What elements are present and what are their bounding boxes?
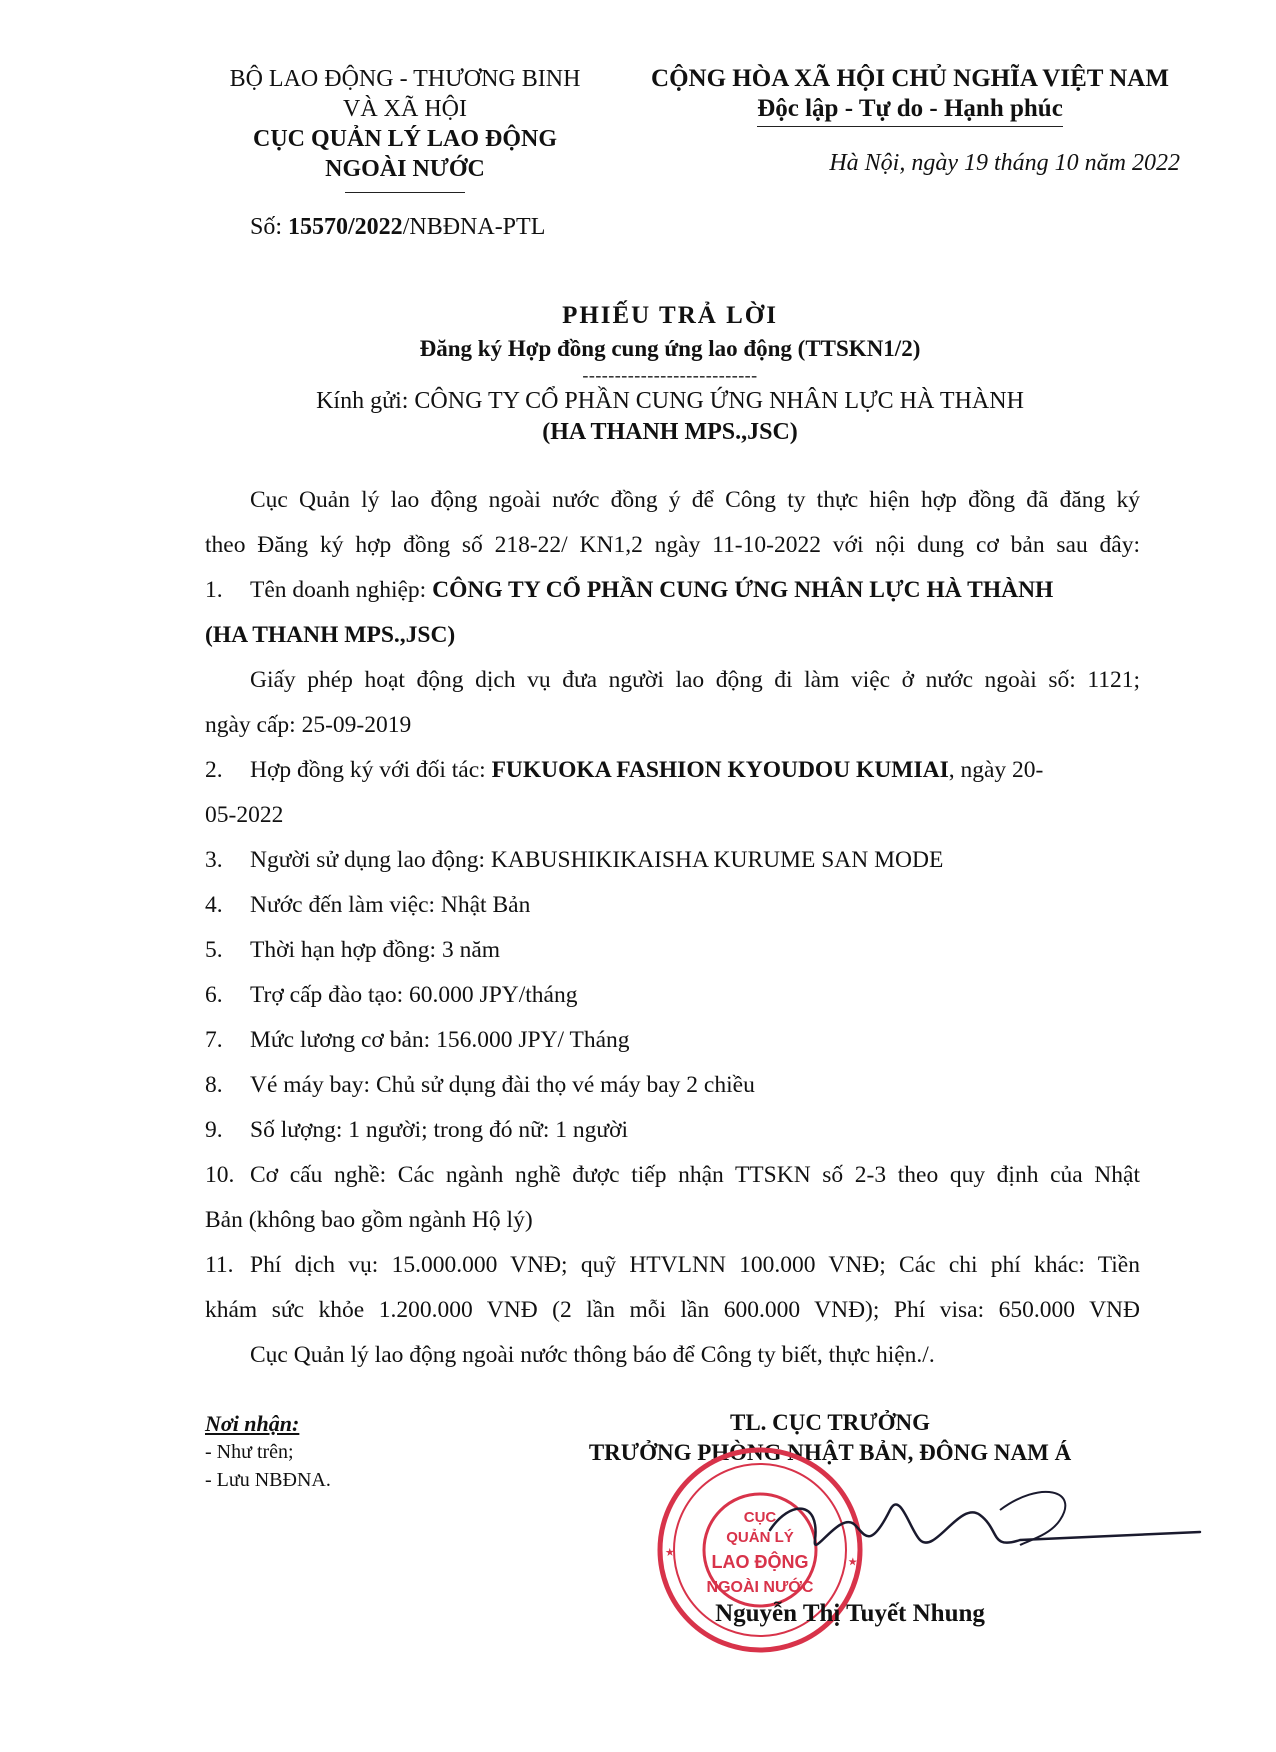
item-2-tail-cont: 05-2022 (205, 802, 284, 828)
department-line-1: CỤC QUẢN LÝ LAO ĐỘNG (252, 126, 557, 152)
item-1: 1. Tên doanh nghiệp: CÔNG TY CỔ PHẦN CUNG ỨNG NHÂN LỰC HÀ THÀNH (205, 577, 1054, 603)
list-item (205, 883, 1140, 928)
item-1-value: CÔNG TY CỔ PHẦN CUNG ỨNG NHÂN LỰC HÀ THÀNH (432, 577, 1054, 603)
document-number (250, 214, 545, 241)
list-item-text: Số lượng: 1 người; trong đó nữ: 1 người (250, 1117, 629, 1143)
handwritten-signature-icon (760, 1470, 1210, 1590)
document-title: PHIẾU TRẢ LỜI (562, 302, 778, 329)
list-item (205, 1108, 1140, 1153)
recipients-label: Nơi nhận: (205, 1411, 300, 1436)
svg-text:★: ★ (845, 1555, 860, 1569)
license-line-1: Giấy phép hoạt động dịch vụ đưa người lao động đi làm việc ở nước ngoài số: 1121; (250, 667, 1140, 693)
list-item (205, 973, 1140, 1018)
list-item-number: 6. (205, 982, 223, 1008)
item-10: 10. Cơ cấu nghề: Các ngành nghề được tiếp nhận TTSKN số 2-3 theo quy định của Nhật (205, 1162, 1140, 1188)
list-item-number: 9. (205, 1117, 223, 1143)
item-11-text: Phí dịch vụ: 15.000.000 VNĐ; quỹ HTVLNN 100.000 VNĐ; Các chi phí khác: Tiền (250, 1252, 1140, 1278)
item-11-cont: khám sức khỏe 1.200.000 VNĐ (2 lần mỗi lần 600.000 VNĐ); Phí visa: 650.000 VNĐ (205, 1297, 1140, 1323)
title-divider: --------------------------- (582, 365, 758, 385)
header-rule-left (345, 192, 465, 193)
stamp-text-1: CỤC (743, 1509, 777, 1526)
list-item-text: Nước đến làm việc: Nhật Bản (250, 892, 531, 918)
intro-line-1: Cục Quản lý lao động ngoài nước đồng ý để Công ty thực hiện hợp đồng đã đăng ký (250, 487, 1140, 513)
item-2-value: FUKUOKA FASHION KYOUDOU KUMIAI (491, 757, 949, 783)
list-item (205, 1018, 1140, 1063)
item-2-tail: , ngày 20- (948, 757, 1044, 783)
recipient-item: - Lưu NBĐNA. (205, 1469, 331, 1491)
list-item-text: Thời hạn hợp đồng: 3 năm (250, 937, 501, 963)
item-1-value-cont: (HA THANH MPS.,JSC) (205, 622, 456, 648)
recipient-item: - Như trên; (205, 1441, 294, 1463)
item-2-label: Hợp đồng ký với đối tác: (250, 757, 492, 783)
license-line-2: ngày cấp: 25-09-2019 (205, 712, 412, 738)
national-motto: Độc lập - Tự do - Hạnh phúc (757, 94, 1063, 127)
signer-title-2: TRƯỞNG PHÒNG NHẬT BẢN, ĐÔNG NAM Á (588, 1440, 1072, 1465)
item-2: 2. Hợp đồng ký với đối tác: FUKUOKA FASHION KYOUDOU KUMIAI, ngày 20- (205, 757, 1044, 783)
list-item-text: Người sử dụng lao động: KABUSHIKIKAISHA KURUME SAN MODE (250, 847, 944, 873)
list-item-text: Vé máy bay: Chủ sử dụng đài thọ vé máy bay 2 chiều (250, 1072, 755, 1098)
signer-title-1: TL. CỤC TRƯỞNG (730, 1410, 930, 1435)
agency-header (200, 64, 610, 193)
list-item-number: 3. (205, 847, 223, 873)
ministry-line-1: BỘ LAO ĐỘNG - THƯƠNG BINH (229, 66, 581, 92)
stamp-text-3: LAO ĐỘNG (711, 1552, 809, 1572)
country-name: CỘNG HÒA XÃ HỘI CHỦ NGHĨA VIỆT NAM (651, 65, 1169, 92)
svg-text:★: ★ (663, 1546, 678, 1559)
item-11: 11. Phí dịch vụ: 15.000.000 VNĐ; quỹ HTVLNN 100.000 VNĐ; Các chi phí khác: Tiền (205, 1252, 1140, 1278)
issue-date: Hà Nội, ngày 19 tháng 10 năm 2022 (829, 150, 1180, 176)
number-value: 15570/2022 (288, 214, 403, 240)
signer-name: Nguyễn Thị Tuyết Nhung (715, 1600, 985, 1627)
ministry-line-2: VÀ XÃ HỘI (343, 96, 467, 122)
recipient-short: (HA THANH MPS.,JSC) (542, 419, 798, 445)
list-item-text: Trợ cấp đào tạo: 60.000 JPY/tháng (250, 982, 578, 1008)
document-body (205, 478, 1140, 1378)
list-item-number: 5. (205, 937, 223, 963)
list-item-number: 8. (205, 1072, 223, 1098)
stamp-text-4: NGOÀI NƯỚC (706, 1579, 814, 1596)
item-10-text: Cơ cấu nghề: Các ngành nghề được tiếp nhận TTSKN số 2-3 theo quy định của Nhật (250, 1162, 1140, 1188)
national-header (640, 64, 1180, 127)
document-subtitle: Đăng ký Hợp đồng cung ứng lao động (TTSKN1/2) (419, 336, 921, 361)
closing-line: Cục Quản lý lao động ngoài nước thông báo để Công ty biết, thực hiện./. (250, 1342, 935, 1368)
list-item-text: Mức lương cơ bản: 156.000 JPY/ Tháng (250, 1027, 630, 1053)
list-item (205, 1063, 1140, 1108)
list-item (205, 838, 1140, 883)
recipients-list (205, 1410, 331, 1494)
department-line-2: NGOÀI NƯỚC (325, 156, 485, 182)
item-1-label: Tên doanh nghiệp: (250, 577, 433, 603)
list-item-number: 4. (205, 892, 223, 918)
number-suffix: /NBĐNA-PTL (402, 214, 546, 240)
list-item (205, 928, 1140, 973)
title-block (220, 302, 1120, 446)
number-label: Số: (250, 214, 289, 240)
item-10-cont: Bản (không bao gồm ngành Hộ lý) (205, 1207, 533, 1233)
list-item-number: 7. (205, 1027, 223, 1053)
stamp-text-2: QUẢN LÝ (726, 1529, 794, 1546)
recipient: Kính gửi: CÔNG TY CỔ PHẦN CUNG ỨNG NHÂN LỰC HÀ THÀNH (316, 388, 1024, 414)
intro-line-2: theo Đăng ký hợp đồng số 218-22/ KN1,2 ngày 11-10-2022 với nội dung cơ bản sau đây: (205, 532, 1140, 558)
